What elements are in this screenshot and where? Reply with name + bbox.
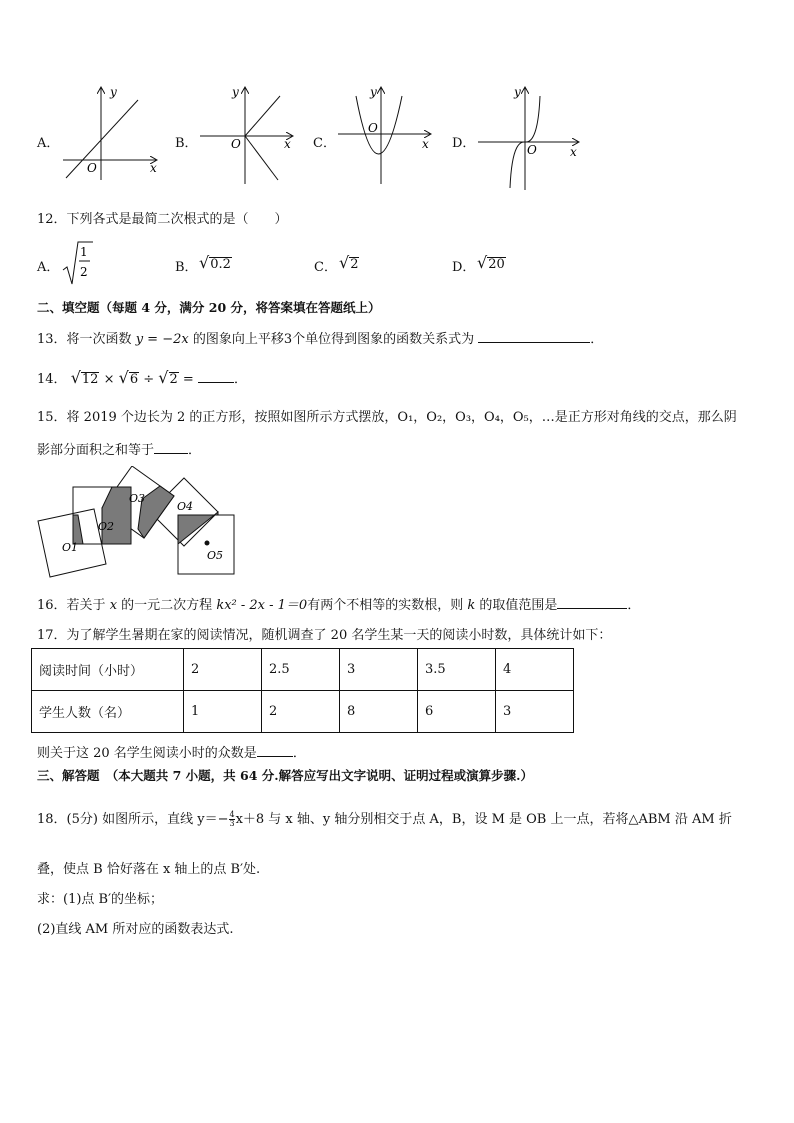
q13-text-2: 的图象向上平移	[192, 332, 284, 347]
q12-option-c-expr: √2	[339, 253, 359, 272]
q11-option-b-letter: B．	[175, 136, 198, 151]
radicand: 20	[488, 257, 505, 272]
q15-end: ．	[188, 443, 202, 458]
fraction-denominator: 3	[229, 819, 235, 828]
table-row	[32, 691, 574, 733]
q13-end: ．	[590, 332, 604, 347]
y-label: y	[232, 85, 239, 99]
q17-statistics-table	[31, 648, 574, 733]
q14-number: 14．	[37, 372, 67, 387]
q17-end: ．	[292, 746, 306, 761]
section-3-title: 三、解答题 （本大题共 7 小题，共 64 分.解答应写出文字说明、证明过程或演算步骤.）	[37, 768, 533, 783]
q17-answer-blank[interactable]	[257, 744, 293, 757]
x-label: x	[284, 137, 291, 151]
q14-radicand-b: 6	[129, 372, 139, 387]
label-o2: O2	[98, 520, 115, 533]
ray-down	[245, 136, 278, 180]
q14-radicand-a: 12	[81, 372, 99, 387]
q14-times: ×	[103, 372, 115, 387]
q18-fraction	[229, 811, 234, 828]
q13-answer-blank[interactable]	[478, 330, 590, 343]
q16-variable-x: x	[109, 598, 118, 613]
q11-graph-d	[474, 84, 586, 192]
q14-divide: ÷	[143, 372, 155, 387]
q11-option-a-letter: A．	[37, 136, 60, 151]
label-o4: O4	[177, 500, 194, 513]
q16-text-4: 的取值范围是	[479, 598, 558, 613]
table-row	[32, 649, 574, 691]
q16-end: ．	[627, 598, 641, 613]
table-cell: 2.5	[262, 649, 340, 691]
origin-label: O	[368, 121, 378, 135]
origin-label: O	[231, 137, 241, 151]
q14: 14． √12 × √6 ÷ √2 = ．	[37, 368, 247, 387]
q13-text-3: 个单位得到图象的函数关系式为	[292, 332, 475, 347]
table-cell: 2	[184, 649, 262, 691]
x-label: x	[422, 137, 429, 151]
q11-graph-b	[196, 84, 301, 186]
q12-option-a-letter: A．	[37, 260, 60, 275]
fraction-numerator: 4	[229, 810, 235, 819]
q16-answer-blank[interactable]	[557, 596, 627, 609]
x-label: x	[570, 145, 577, 159]
q17-after-text: 则关于这 20 名学生阅读小时的众数是	[37, 746, 257, 761]
q13-text-1: 13．将一次函数	[37, 332, 132, 347]
label-o1: O1	[62, 541, 79, 554]
q12-option-b-letter: B．	[175, 260, 198, 275]
radical-fraction	[62, 240, 94, 286]
q18-text-1: 18．(5分) 如图所示，直线 y＝−	[37, 812, 229, 827]
q14-equals: =	[182, 372, 194, 387]
q16-equation: kx² - 2x - 1＝0	[216, 598, 308, 613]
radicand: 2	[350, 257, 359, 272]
origin-label: O	[527, 143, 537, 157]
q18-text-2: x＋8 与 x 轴、y 轴分别相交于点 A，B，设 M 是 OB 上一点，若将△ABM 沿 AM 折	[235, 812, 732, 827]
q16-text-1: 16．若关于	[37, 598, 106, 613]
q12-option-d-letter: D．	[452, 260, 476, 275]
ray-up	[245, 96, 280, 136]
q11-option-d-letter: D．	[452, 136, 476, 151]
q14-end: ．	[233, 372, 247, 387]
table-cell: 8	[340, 691, 418, 733]
q18-line-2: 叠，使点 B 恰好落在 x 轴上的点 B′处.	[37, 862, 261, 877]
y-label: y	[110, 85, 117, 99]
q14-radicand-c: 2	[169, 372, 178, 387]
q11-graph-a	[58, 82, 168, 182]
q16-text-3: 有两个不相等的实数根，则	[307, 598, 464, 613]
table-cell: 1	[184, 691, 262, 733]
q11-option-c-letter: C．	[313, 136, 336, 151]
table-cell: 3	[496, 691, 574, 733]
point-o5	[205, 541, 210, 546]
q16-text-2: 的一元二次方程	[121, 598, 213, 613]
q13-number: 3	[283, 332, 293, 347]
q12-stem: 12．下列各式是最简二次根式的是（ ）	[37, 212, 288, 227]
q17-stem: 17．为了解学生暑期在家的阅读情况，随机调查了 20 名学生某一天的阅读小时数，具体统计如下：	[37, 628, 612, 643]
x-label: x	[150, 161, 157, 175]
origin-label: O	[87, 161, 97, 175]
parabola	[356, 96, 402, 154]
y-label: y	[370, 85, 377, 99]
q12-option-b-expr: √0.2	[199, 253, 231, 272]
radicand: 0.2	[210, 257, 231, 272]
q15-answer-blank[interactable]	[154, 441, 188, 454]
q18-sub-2: (2)直线 AM 所对应的函数表达式.	[37, 922, 234, 937]
q18-ask: 求：(1)点 B′的坐标；	[37, 892, 164, 907]
q15-line-1: 15．将 2019 个边长为 2 的正方形，按照如图所示方式摆放，O₁，O₂，O₃，O₄，O₅，…是正方形对角线的交点，那么阴	[37, 410, 737, 425]
table-cell: 3.5	[418, 649, 496, 691]
table-cell: 2	[262, 691, 340, 733]
q11-graph-c	[334, 84, 439, 186]
q13	[37, 328, 603, 347]
section-2-title: 二、填空题（每题 4 分，满分 20 分，将答案填在答题纸上）	[37, 300, 381, 315]
shaded-region-2	[102, 487, 131, 544]
shaded-region-4	[178, 512, 218, 544]
fraction-denominator: 2	[80, 265, 88, 279]
table-cell: 学生人数（名）	[32, 691, 184, 733]
q16-variable-k: k	[467, 598, 476, 613]
table-cell: 阅读时间（小时）	[32, 649, 184, 691]
table-cell: 3	[340, 649, 418, 691]
label-o5: O5	[207, 549, 224, 562]
q16	[37, 594, 640, 613]
q18-line-1	[37, 808, 732, 828]
line-graph	[66, 100, 138, 178]
fraction-numerator: 1	[80, 245, 88, 259]
q13-formula: y = −2x	[135, 332, 189, 347]
q12-option-a-expr	[62, 240, 94, 290]
table-cell: 4	[496, 649, 574, 691]
q12-option-d-expr: √20	[477, 253, 505, 272]
q15-line-2	[37, 439, 201, 458]
q15-text: 影部分面积之和等于	[37, 443, 155, 458]
q17-after	[37, 742, 306, 761]
y-label: y	[514, 85, 521, 99]
table-cell: 6	[418, 691, 496, 733]
label-o3: O3	[129, 492, 146, 505]
q15-squares-figure	[34, 466, 240, 584]
q14-answer-blank[interactable]	[198, 370, 234, 383]
q12-option-c-letter: C．	[314, 260, 337, 275]
shaded-region-1	[73, 515, 83, 544]
